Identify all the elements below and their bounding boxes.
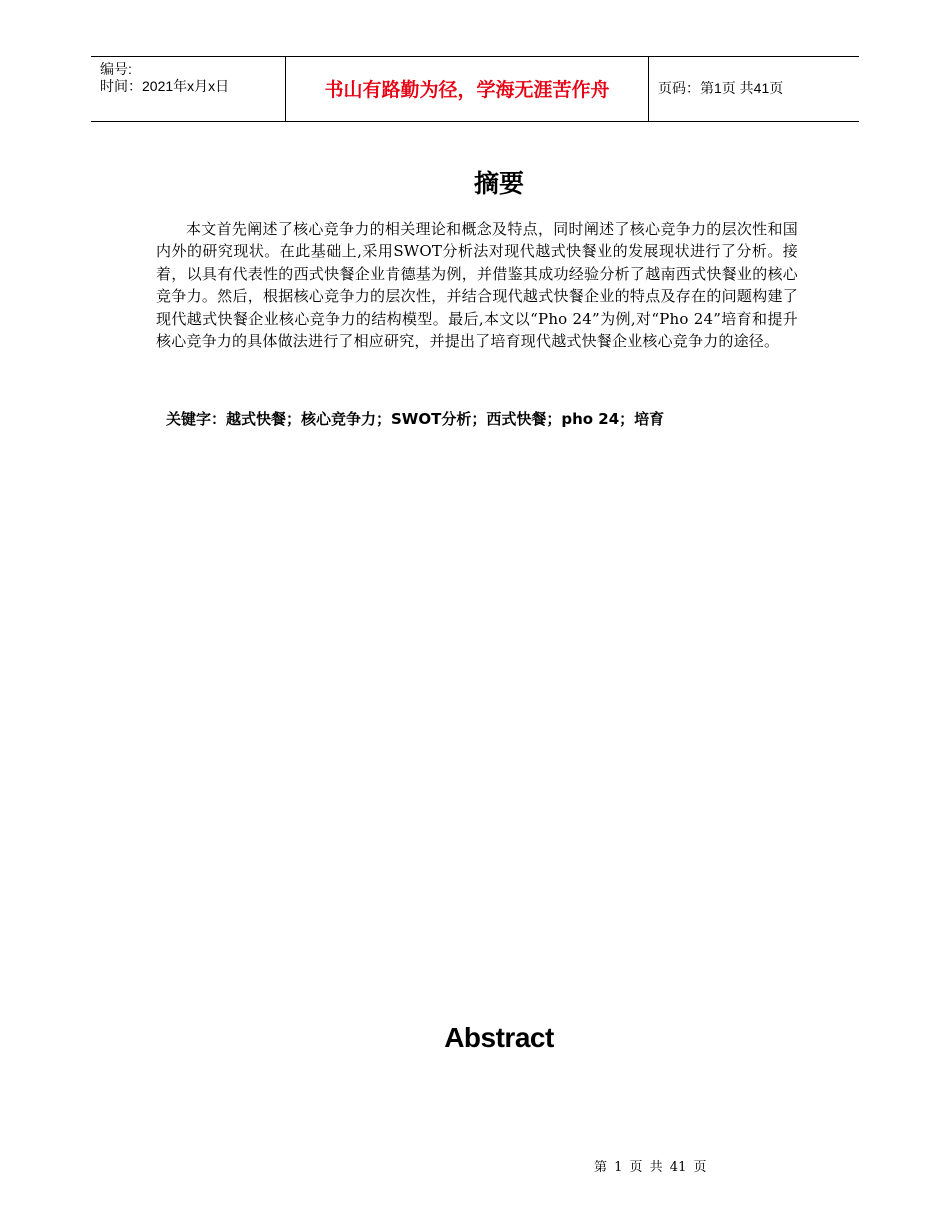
motto-text: 书山有路勤为径，学海无涯苦作舟 <box>324 78 610 101</box>
document-date: 时间：2021年x月x日 <box>100 78 230 94</box>
abstract-en-title: Abstract <box>444 1022 554 1053</box>
abstract-cn-title: 摘要 <box>473 169 524 198</box>
header-page-info: 页码：第1页 共41页 <box>658 80 784 96</box>
abstract-cn-keywords: 关键字：越式快餐；核心竞争力；SWOT分析；西式快餐；pho 24；培育 <box>166 410 665 428</box>
page-header <box>91 56 859 122</box>
header-motto-cell <box>286 57 649 121</box>
header-page-info-cell <box>649 57 859 121</box>
abstract-cn-body: 本文首先阐述了核心竞争力的相关理论和概念及特点，同时阐述了核心竞争力的层次性和国内外的研究现状。在此基础上,采用SWOT分析法对现代越式快餐业的发展现状进行了分析。接着，以具有代表性的西式快餐企业肯德基为例，并借鉴其成功经验分析了越南西式快餐业的核心竞争力。然后，根据核心竞争力的层次性，并结合现代越式快餐企业的特点及存在的问题构建了现代越式快餐企业核心竞争力的结构模型。最后,本文以“Pho 24”为例,对“Pho 24”培育和提升核心竞争力的具体做法进行了相应研究，并提出了培育现代越式快餐企业核心竞争力的途径。 <box>156 220 798 351</box>
document-number-label: 编号: <box>100 61 132 77</box>
header-meta <box>91 57 286 121</box>
page-footer: 第 1 页 共 41 页 <box>594 1160 707 1175</box>
